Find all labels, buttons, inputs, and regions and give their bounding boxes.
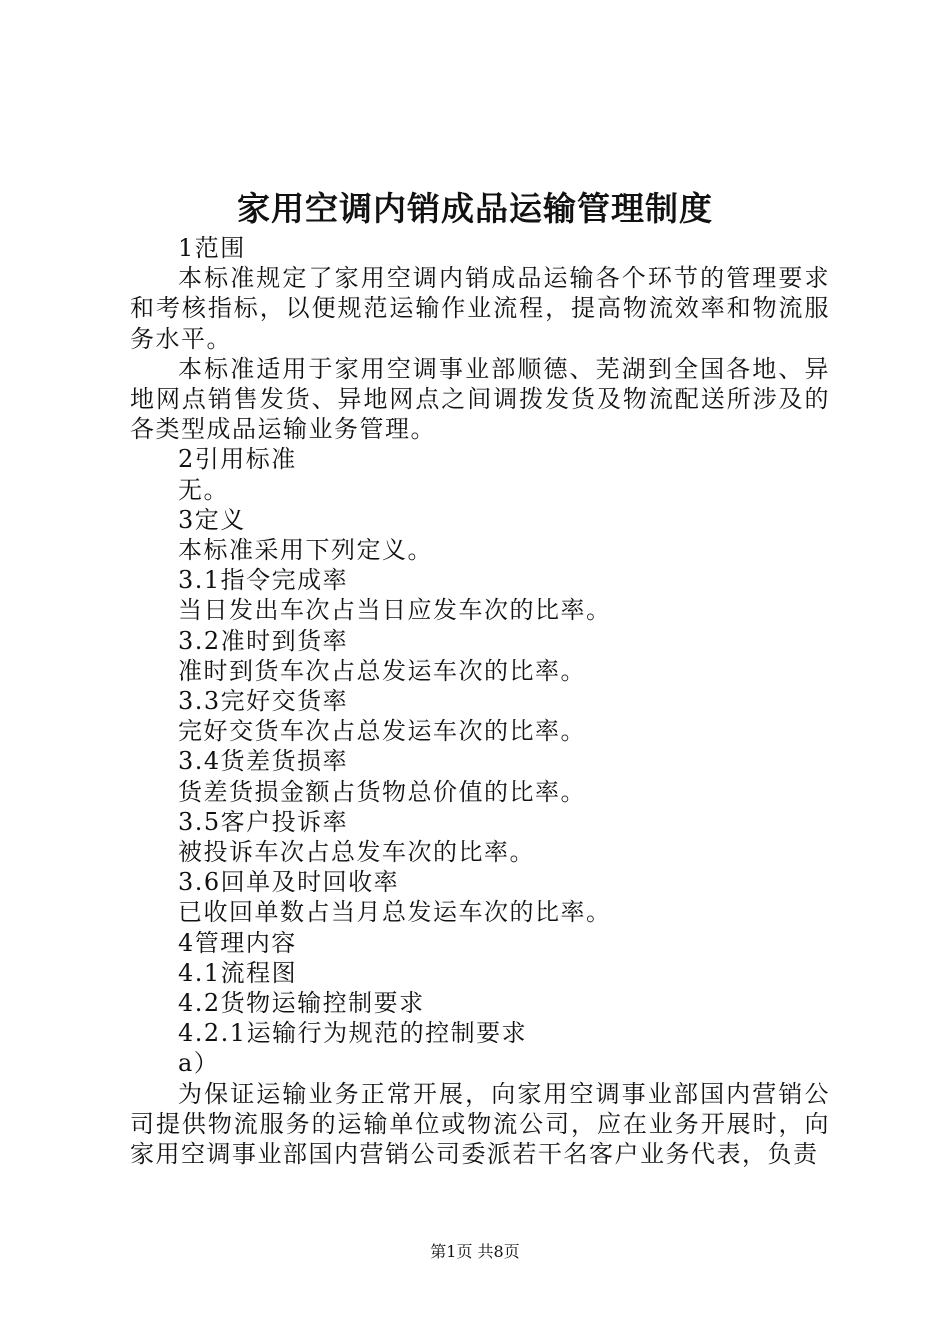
- heading-management-content: 4管理内容: [178, 928, 297, 957]
- heading-def-3-1: 3.1指令完成率: [178, 566, 349, 595]
- text-def-3-6: 已收回单数占当月总发运车次的比率。: [178, 898, 612, 927]
- heading-references: 2引用标准: [178, 445, 297, 474]
- text-def-3-1: 当日发出车次占当日应发车次的比率。: [178, 596, 612, 625]
- heading-def-3-4: 3.4货差货损率: [178, 747, 349, 776]
- paragraph-scope-applicability: 本标准适用于家用空调事业部顺德、芜湖到全国各地、异地网点销售发货、异地网点之间调拨发货及物流配送所涉及的各类型成品运输业务管理。: [130, 354, 830, 444]
- heading-4-1-flowchart: 4.1流程图: [178, 958, 298, 987]
- heading-def-3-2: 3.2准时到货率: [178, 626, 349, 655]
- heading-def-3-5: 3.5客户投诉率: [178, 807, 349, 836]
- document-body: [130, 233, 830, 1169]
- heading-def-3-6: 3.6回单及时回收率: [178, 868, 400, 897]
- text-def-3-3: 完好交货车次占总发运车次的比率。: [178, 717, 586, 746]
- paragraph-scope-requirements: 本标准规定了家用空调内销成品运输各个环节的管理要求和考核指标，以便规范运输作业流程，提高物流效率和物流服务水平。: [130, 264, 830, 353]
- text-definitions-intro: 本标准采用下列定义。: [178, 536, 433, 565]
- list-marker-a: a）: [178, 1049, 220, 1078]
- text-def-3-5: 被投诉车次占总发车次的比率。: [178, 838, 535, 867]
- page-footer: 第1页 共8页: [430, 1242, 520, 1261]
- heading-def-3-3: 3.3完好交货率: [178, 687, 349, 716]
- text-def-3-4: 货差货损金额占货物总价值的比率。: [178, 777, 586, 806]
- heading-definitions: 3定义: [178, 505, 246, 534]
- text-def-3-2: 准时到货车次占总发运车次的比率。: [178, 656, 586, 685]
- heading-4-2-1-behavior-control: 4.2.1运输行为规范的控制要求: [178, 1019, 528, 1048]
- paragraph-a-content: 为保证运输业务正常开展，向家用空调事业部国内营销公司提供物流服务的运输单位或物流公司，应在业务开展时，向家用空调事业部国内营销公司委派若干名客户业务代表，负责: [130, 1079, 830, 1169]
- text-references-none: 无。: [178, 475, 229, 504]
- heading-4-2-transport-control: 4.2货物运输控制要求: [178, 989, 425, 1018]
- heading-scope: 1范围: [178, 234, 246, 262]
- page-title: 家用空调内销成品运输管理制度: [237, 189, 713, 228]
